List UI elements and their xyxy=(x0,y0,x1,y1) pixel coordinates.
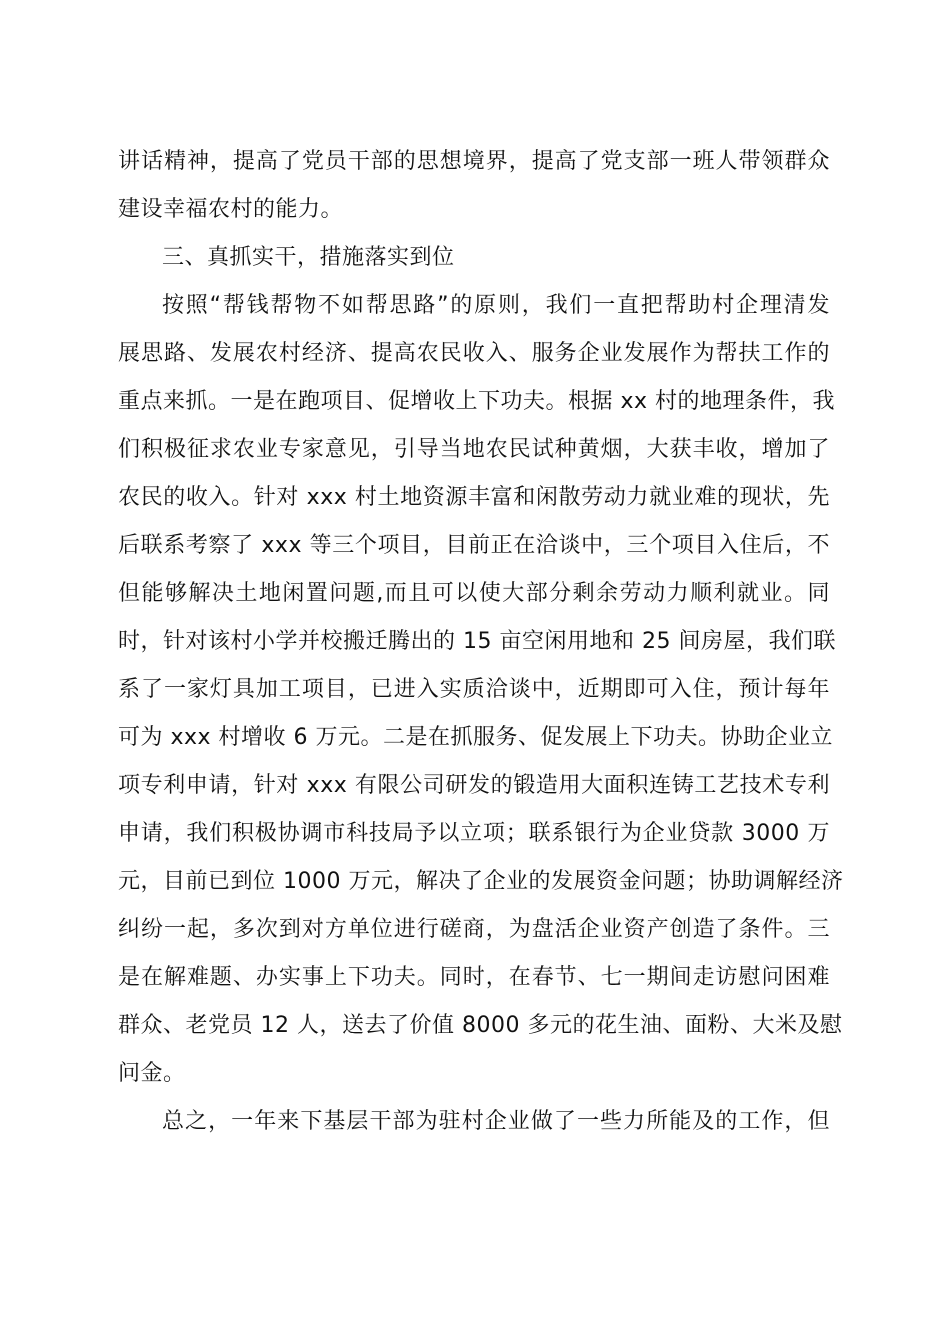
text-line: 讲话精神，提高了党员干部的思想境界，提高了党支部一班人带领群众 xyxy=(118,149,830,174)
text-line: 重点来抓。一是在跑项目、促增收上下功夫。根据 xx 村的地理条件，我 xyxy=(118,389,836,414)
text-line: 系了一家灯具加工项目，已进入实质洽谈中，近期即可入住，预计每年 xyxy=(118,677,830,702)
text-line: 但能够解决土地闲置问题,而且可以使大部分剩余劳动力顺利就业。同 xyxy=(118,581,830,606)
text-line: 可为 xxx 村增收 6 万元。二是在抓服务、促发展上下功夫。协助企业立 xyxy=(118,725,834,750)
text-line: 时，针对该村小学并校搬迁腾出的 15 亩空闲用地和 25 间房屋，我们联 xyxy=(118,629,836,654)
text-line: 后联系考察了 xxx 等三个项目，目前正在洽谈中，三个项目入住后，不 xyxy=(118,533,830,558)
text-line: 元，目前已到位 1000 万元，解决了企业的发展资金问题；协助调解经济 xyxy=(118,869,844,894)
text-line: 纠纷一起，多次到对方单位进行磋商，为盘活企业资产创造了条件。三 xyxy=(118,917,830,942)
text-line: 群众、老党员 12 人，送去了价值 8000 多元的花生油、面粉、大米及慰 xyxy=(118,1013,843,1038)
text-line: 展思路、发展农村经济、提高农民收入、服务企业发展作为帮扶工作的 xyxy=(118,341,830,366)
text-line: 们积极征求农业专家意见，引导当地农民试种黄烟，大获丰收，增加了 xyxy=(118,437,830,462)
text-line: 申请，我们积极协调市科技局予以立项；联系银行为企业贷款 3000 万 xyxy=(118,821,830,846)
text-line: 是在解难题、办实事上下功夫。同时，在春节、七一期间走访慰问困难 xyxy=(118,965,830,990)
document-page xyxy=(118,138,844,1146)
section-heading: 三、真抓实干，措施落实到位 xyxy=(162,245,455,270)
text-line: 按照“帮钱帮物不如帮思路”的原则，我们一直把帮助村企理清发 xyxy=(162,293,830,318)
text-line: 问金。 xyxy=(118,1061,186,1086)
text-line: 建设幸福农村的能力。 xyxy=(118,197,344,222)
text-line: 项专利申请，针对 xxx 有限公司研发的锻造用大面积连铸工艺技术专利 xyxy=(118,773,830,798)
text-line: 总之，一年来下基层干部为驻村企业做了一些力所能及的工作，但 xyxy=(162,1109,830,1134)
text-line: 农民的收入。针对 xxx 村土地资源丰富和闲散劳动力就业难的现状，先 xyxy=(118,485,830,510)
